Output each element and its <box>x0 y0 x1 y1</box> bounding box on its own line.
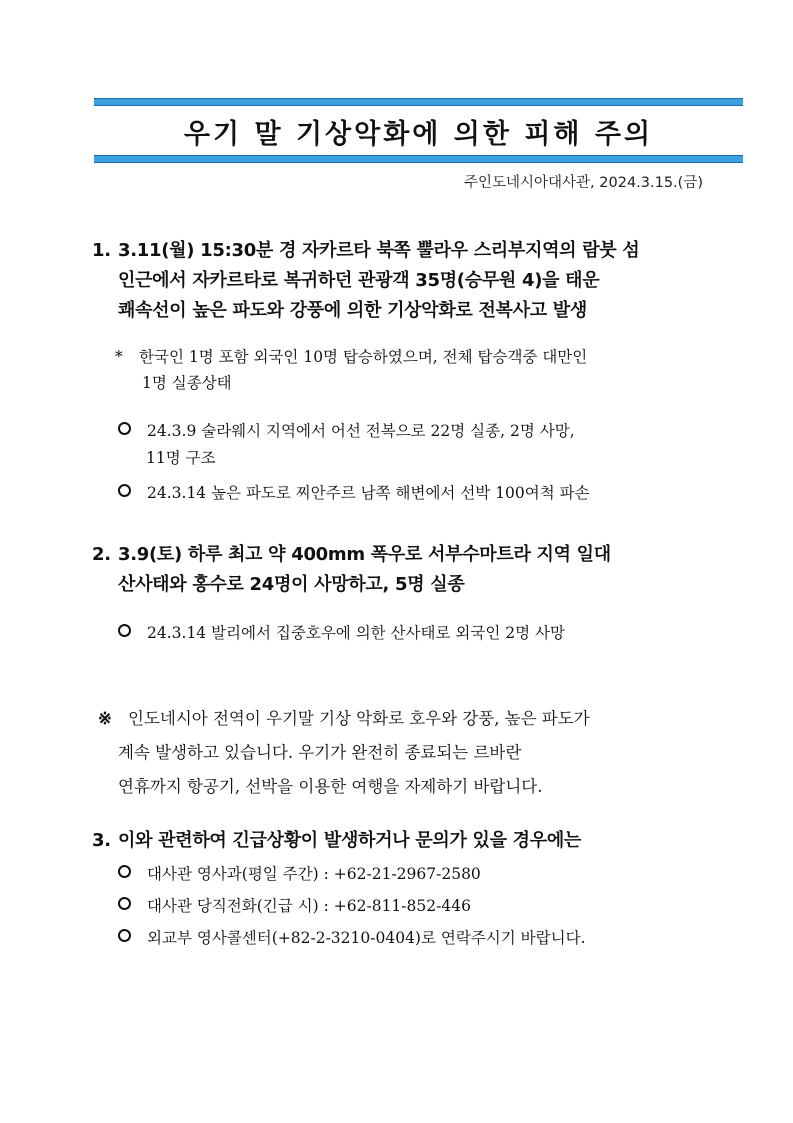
notice-line-3: 연휴까지 항공기, 선박을 이용한 여행을 자제하기 바랍니다. <box>118 777 543 796</box>
section-1-line-1: 3.11(월) 15:30분 경 자카르타 북쪽 뿔라우 스리부지역의 람붓 섬 <box>118 240 640 261</box>
list-item <box>118 418 575 472</box>
section-number: 1. <box>92 240 111 261</box>
bullet-text: 24.3.14 발리에서 집중호우에 의한 산사태로 외국인 2명 사망 <box>147 624 565 642</box>
section-1-line-3: 쾌속선이 높은 파도와 강풍에 의한 기상악화로 전복사고 발생 <box>118 300 587 321</box>
notice-line-2: 계속 발생하고 있습니다. 우기가 완전히 종료되는 르바란 <box>118 743 522 762</box>
section-2-line-1: 3.9(토) 하루 최고 약 400mm 폭우로 서부수마트라 지역 일대 <box>118 544 611 565</box>
section-number: 3. <box>92 830 111 851</box>
bullet-text: 24.3.14 높은 파도로 찌안주르 남쪽 해변에서 선박 100여척 파손 <box>147 484 590 502</box>
title-rule-bottom <box>94 155 743 163</box>
list-item <box>118 480 590 507</box>
title-rule-top <box>94 98 743 106</box>
page-title: 우기 말 기상악화에 의한 피해 주의 <box>183 119 654 150</box>
date-line: 주인도네시아대사관, 2024.3.15.(금) <box>463 175 703 191</box>
contact-duty-phone: 대사관 당직전화(긴급 시) : +62-811-852-446 <box>147 897 471 915</box>
notice-line-1: 인도네시아 전역이 우기말 기상 악화로 호우와 강풍, 높은 파도가 <box>128 709 590 728</box>
bullet-circle-icon <box>118 624 131 637</box>
contact-consular-section: 대사관 영사과(평일 주간) : +62-21-2967-2580 <box>147 865 481 883</box>
star-note <box>115 344 587 396</box>
star-note-line-2: 1명 실종상태 <box>142 374 232 392</box>
section-1-heading <box>92 236 639 326</box>
bullet-text: 24.3.9 술라웨시 지역에서 어선 전복으로 22명 실종, 2명 사망, <box>147 422 575 440</box>
list-item <box>118 620 565 647</box>
bullet-text-continued: 11명 구조 <box>146 449 216 467</box>
section-1-line-2: 인근에서 자카르타로 복귀하던 관광객 35명(승무원 4)을 태운 <box>118 270 600 291</box>
star-mark: * <box>115 348 123 366</box>
section-2-heading <box>92 540 611 600</box>
bullet-circle-icon <box>118 929 131 942</box>
bullet-circle-icon <box>118 484 131 497</box>
section-3-heading <box>92 826 581 856</box>
section-2-line-2: 산사태와 홍수로 24명이 사망하고, 5명 실종 <box>118 574 465 595</box>
bullet-circle-icon <box>118 865 131 878</box>
star-note-line-1: 한국인 1명 포함 외국인 10명 탑승하였으며, 전체 탑승객중 대만인 <box>139 348 588 366</box>
section-3-line: 이와 관련하여 긴급상황이 발생하거나 문의가 있을 경우에는 <box>118 830 581 851</box>
bullet-circle-icon <box>118 897 131 910</box>
section-number: 2. <box>92 544 111 565</box>
contact-list <box>118 861 586 952</box>
bullet-circle-icon <box>118 422 131 435</box>
reference-mark: ※ <box>98 709 112 728</box>
contact-call-center: 외교부 영사콜센터(+82-2-3210-0404)로 연락주시기 바랍니다. <box>147 929 586 947</box>
notice-block <box>98 702 590 804</box>
